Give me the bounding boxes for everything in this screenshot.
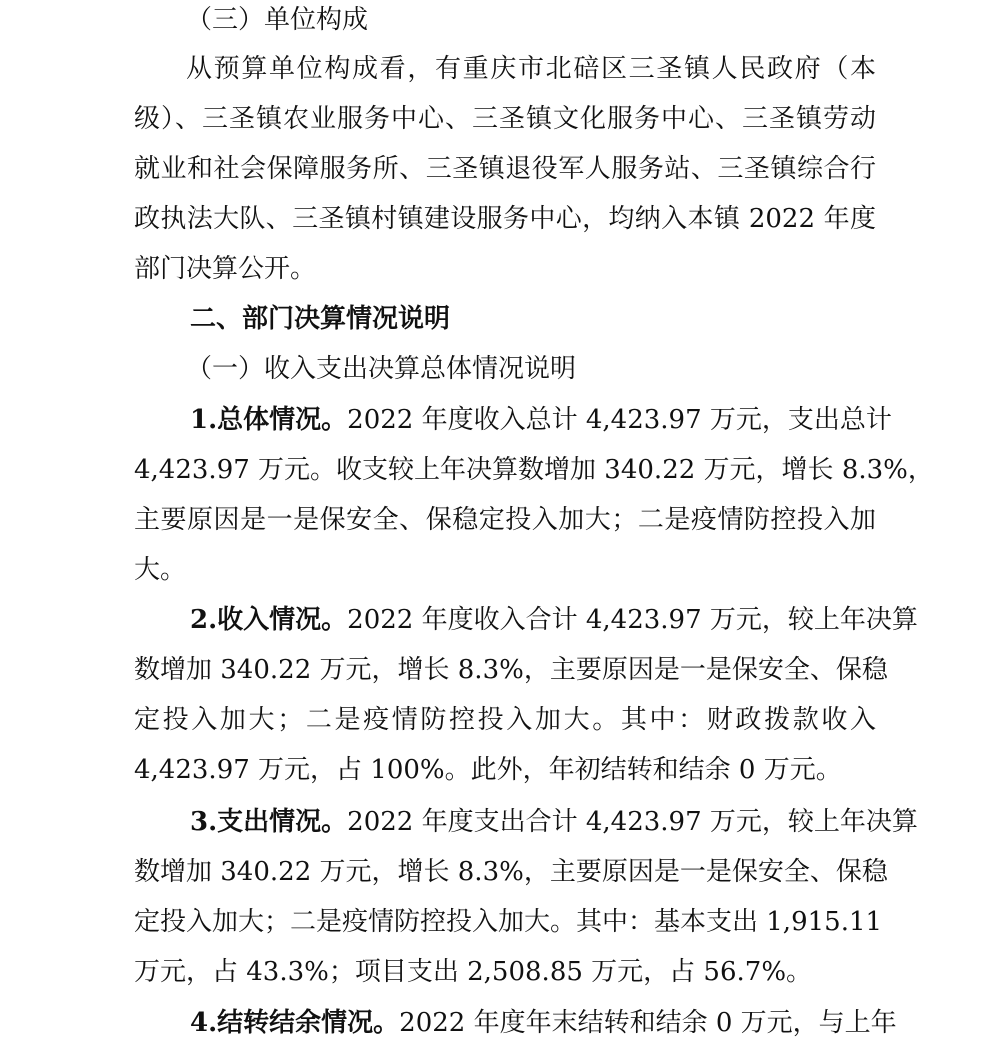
item-title: 1.总体情况。 [190,405,348,435]
paragraph-line: 万元，占 43.3%；项目支出 2,508.85 万元，占 56.7%。 [134,957,813,987]
paragraph-line: 定投入加大；二是疫情防控投入加大。其中：基本支出 1,915.11 [134,907,883,937]
item-income-first-line [190,600,918,640]
item-expense-first-line [190,802,918,842]
item-text: 2022 年度支出合计 4,423.97 万元，较上年决算 [347,807,918,837]
paragraph-line: 级）、三圣镇农业服务中心、三圣镇文化服务中心、三圣镇劳动 [134,104,876,134]
item-title: 3.支出情况。 [190,807,348,837]
paragraph-line: 数增加 340.22 万元，增长 8.3%，主要原因是一是保安全、保稳 [134,655,888,685]
paragraph-line: 大。 [134,555,187,585]
item-overall-first-line [190,400,892,440]
item-text: 2022 年度收入合计 4,423.97 万元，较上年决算 [347,605,918,635]
item-title: 2.收入情况。 [190,605,348,635]
paragraph-line: 就业和社会保障服务所、三圣镇退役军人服务站、三圣镇综合行 [134,154,876,184]
paragraph-line: 主要原因是一是保安全、保稳定投入加大；二是疫情防控投入加 [134,505,876,535]
item-text: 2022 年度收入总计 4,423.97 万元，支出总计 [347,405,892,435]
paragraph-line: 数增加 340.22 万元，增长 8.3%，主要原因是一是保安全、保稳 [134,857,888,887]
section-heading-unit-composition: （三）单位构成 [186,5,369,35]
subsection-heading-income-expense: （一）收入支出决算总体情况说明 [186,354,577,384]
paragraph-line: 定投入加大；二是疫情防控投入加大。其中：财政拨款收入 [134,705,876,735]
paragraph-line: 4,423.97 万元，占 100%。此外，年初结转和结余 0 万元。 [134,755,842,785]
paragraph-line: 政执法大队、三圣镇村镇建设服务中心，均纳入本镇 2022 年度 [134,204,876,234]
item-text: 2022 年度年末结转和结余 0 万元，与上年 [399,1008,897,1038]
part-heading-final-accounts: 二、部门决算情况说明 [190,304,451,334]
item-carryover-first-line [190,1003,897,1043]
paragraph-line: 4,423.97 万元。收支较上年决算数增加 340.22 万元，增长 8.3%， [134,455,934,485]
paragraph-line: 从预算单位构成看，有重庆市北碚区三圣镇人民政府（本 [186,54,876,84]
paragraph-line: 部门决算公开。 [134,254,317,284]
item-title: 4.结转结余情况。 [190,1008,400,1038]
